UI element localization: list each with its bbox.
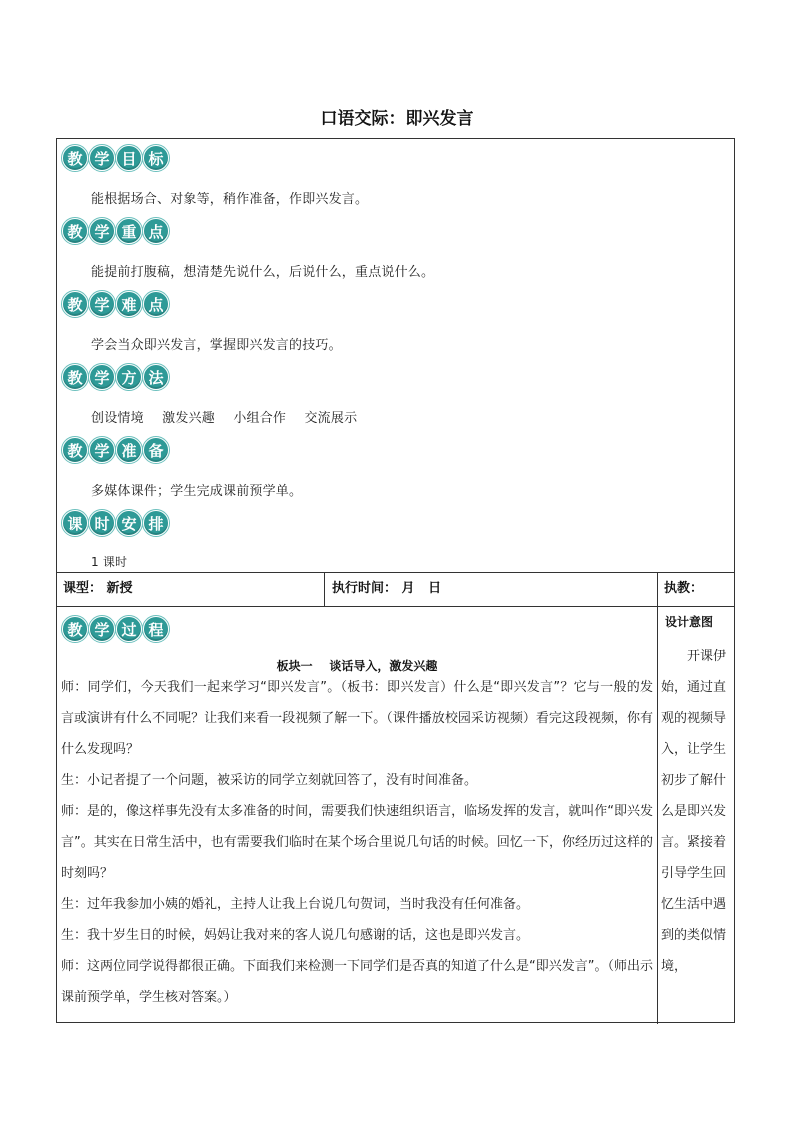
heading-char: 过 — [116, 616, 142, 642]
lesson-type-label: 课型： — [63, 581, 103, 596]
heading-char: 学 — [89, 616, 115, 642]
divider — [324, 572, 325, 606]
heading-char: 教 — [62, 218, 88, 244]
dialogue-paragraph: 生：过年我参加小姨的婚礼，主持人让我上台说几句贺词，当时我没有任何准备。 — [61, 897, 530, 912]
schedule-text: 1 课时 — [91, 555, 128, 569]
heading-char: 方 — [116, 364, 142, 390]
heading-prep — [62, 437, 169, 465]
prep-text: 多媒体课件；学生完成课前预学单。 — [91, 484, 303, 499]
heading-process — [62, 616, 169, 644]
heading-char: 学 — [89, 291, 115, 317]
heading-char: 学 — [89, 145, 115, 171]
process-body — [61, 672, 653, 1013]
heading-char: 点 — [143, 291, 169, 317]
method-item: 激发兴趣 — [162, 411, 215, 426]
heading-char: 标 — [143, 145, 169, 171]
heading-key — [62, 218, 169, 246]
heading-char: 学 — [89, 364, 115, 390]
heading-char: 学 — [89, 218, 115, 244]
divider — [657, 572, 658, 1024]
heading-char: 法 — [143, 364, 169, 390]
method-item: 小组合作 — [233, 411, 287, 426]
page-title: 口语交际：即兴发言 — [320, 109, 474, 129]
block-title: 板块一 谈话导入，激发兴趣 — [276, 659, 438, 673]
design-intent-title: 设计意图 — [665, 615, 714, 629]
heading-char: 安 — [116, 510, 142, 536]
heading-goal — [62, 145, 169, 173]
method-item: 创设情境 — [91, 411, 144, 426]
heading-char: 难 — [116, 291, 142, 317]
dialogue-paragraph: 生：小记者提了一个问题，被采访的同学立刻就回答了，没有时间准备。 — [61, 773, 478, 788]
heading-difficulty — [62, 291, 169, 319]
key-text: 能提前打腹稿，想清楚先说什么，后说什么，重点说什么。 — [91, 265, 435, 280]
method-item: 交流展示 — [304, 411, 358, 426]
teacher-label: 执教： — [664, 581, 704, 596]
heading-char: 教 — [62, 364, 88, 390]
heading-char: 教 — [62, 616, 88, 642]
dialogue-paragraph: 师：同学们，今天我们一起来学习“即兴发言”。（板书：即兴发言）什么是“即兴发言”？它与一般的发言或演讲有什么不同呢？让我们来看一段视频了解一下。（课件播放校园采访视频）看完这段视频，你有什么发现吗？ — [61, 680, 653, 757]
goal-text: 能根据场合、对象等，稍作准备，作即兴发言。 — [91, 192, 369, 207]
heading-char: 排 — [143, 510, 169, 536]
heading-char: 学 — [89, 437, 115, 463]
heading-char: 准 — [116, 437, 142, 463]
lesson-type — [63, 577, 133, 596]
heading-char: 课 — [62, 510, 88, 536]
execution-time — [332, 577, 441, 596]
lesson-type-value: 新授 — [106, 581, 133, 596]
heading-char: 点 — [143, 218, 169, 244]
execution-time-value: 月 日 — [401, 581, 442, 596]
execution-time-label: 执行时间： — [332, 581, 398, 596]
dialogue-paragraph: 师：这两位同学说得都很正确。下面我们来检测一下同学们是否真的知道了什么是“即兴发言”。（师出示课前预学单，学生核对答案。） — [61, 959, 653, 1005]
lesson-plan-table — [56, 138, 735, 1023]
heading-char: 教 — [62, 291, 88, 317]
heading-schedule — [62, 510, 169, 538]
dialogue-paragraph: 师：是的，像这样事先没有太多准备的时间，需要我们快速组织语言，临场发挥的发言，就叫作“即兴发言”。其实在日常生活中，也有需要我们临时在某个场合里说几句话的时候。回忆一下，你经历过这样的时刻吗？ — [61, 804, 653, 881]
divider — [57, 606, 734, 607]
dialogue-paragraph: 生：我十岁生日的时候，妈妈让我对来的客人说几句感谢的话，这也是即兴发言。 — [61, 928, 530, 943]
heading-char: 目 — [116, 145, 142, 171]
heading-char: 教 — [62, 437, 88, 463]
method-text — [91, 407, 357, 426]
divider — [57, 572, 734, 573]
heading-char: 重 — [116, 218, 142, 244]
heading-char: 备 — [143, 437, 169, 463]
design-intent-text: 开课伊始，通过直观的视频导入，让学生初步了解什么是即兴发言。紧接着引导学生回忆生活中遇到的类似情境， — [661, 649, 727, 974]
heading-char: 程 — [143, 616, 169, 642]
difficulty-text: 学会当众即兴发言，掌握即兴发言的技巧。 — [91, 338, 342, 353]
heading-char: 教 — [62, 145, 88, 171]
heading-char: 时 — [89, 510, 115, 536]
heading-method — [62, 364, 169, 392]
